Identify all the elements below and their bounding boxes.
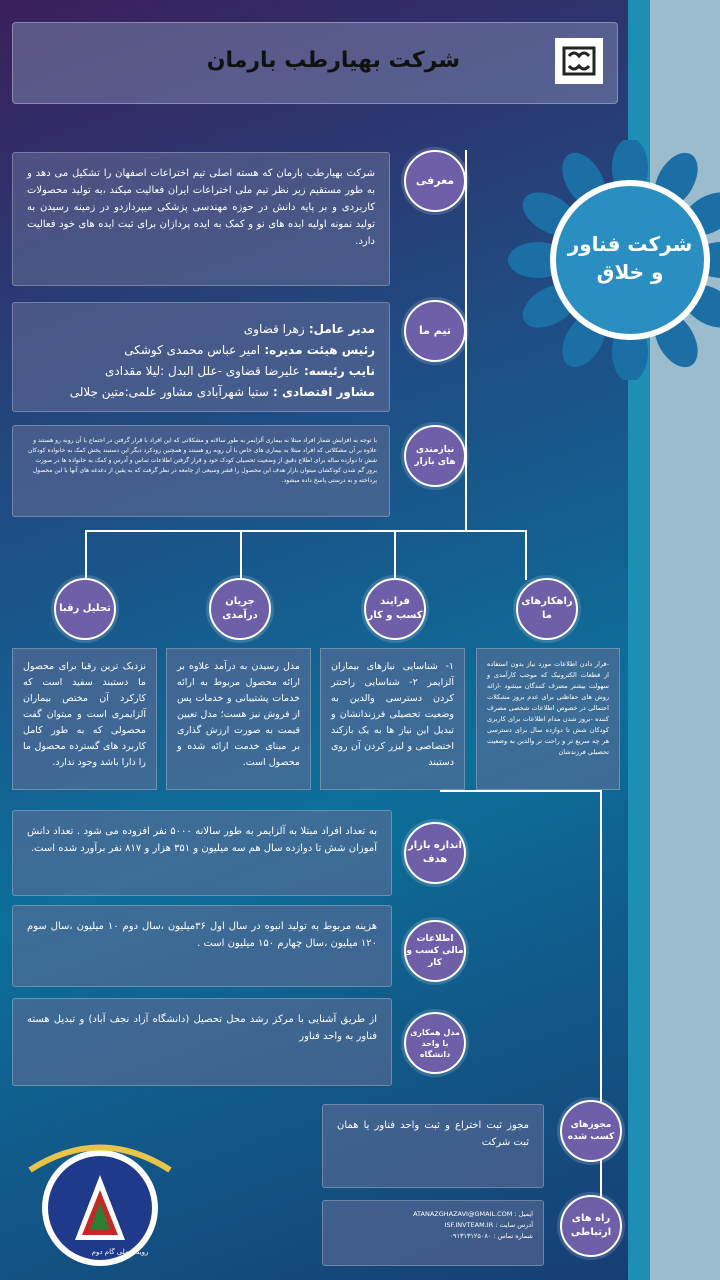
revenue-label: جریان درآمدی	[222, 596, 258, 621]
connector-lower	[440, 790, 600, 792]
intro-box	[12, 152, 390, 286]
contact-site[interactable]: آدرس سایت : ISF.INVTEAM.IR	[444, 1221, 533, 1229]
chair-value: امیر عباس محمدی کوشکی	[124, 343, 261, 357]
team-box	[12, 302, 390, 412]
revenue-box	[166, 648, 311, 790]
target-market-text: به تعداد افراد مبتلا به آلزایمر به طور سالانه ۵۰۰۰ نفر افزوده می شود . تعداد دانش آموزان شش تا دوازده سال هم سه میلیون و ۳۵۱ هزار و ۸۱۷ نفر برآورد شده است.	[27, 826, 377, 854]
intro-label: معرفی	[415, 174, 455, 187]
market-need-label: نیازمندی های بازار	[414, 445, 456, 467]
intro-text: شرکت بهیارطب بارمان که هسته اصلی تیم اختراعات اصفهان را تشکیل می دهد و به طور مستقیم زیر نظر تیم ملی اختراعات ایران فعالیت میکند ،به تولید محصولات کاربردی و بر پایه دانش در حوزه مهندسی پزشکی میپردازدو در زمینه رسیدن به تولید نمونه اولیه ایده های نو و کمک به ایده پردازان برای ثبت ایده های خود فعالیت دارد.	[27, 168, 375, 247]
chair-label: رئیس هیئت مدیره:	[264, 343, 375, 357]
intro-bubble	[404, 150, 466, 212]
market-need-box	[12, 425, 390, 517]
page-title: شرکت بهیارطب بارمان	[206, 48, 460, 73]
revenue-text: مدل رسیدن به درآمد علاوه بر ارائه محصول مربوط به ارائه خدمات پشتیبانی و خدمات پس از فروش نیز هست؛ مدل تعیین قیمت به صورت ارزش گذاری بر مبنای خدمت ارائه شده و محصول است.	[177, 661, 300, 768]
contact-label: راه های ارتباطی	[570, 1213, 612, 1238]
revenue-bubble	[209, 578, 271, 640]
econ-label: مشاور اقتصادی :	[272, 385, 375, 399]
competitors-text: نزدیک ترین رقبا برای محصول ما دستبند سفید است که کارکرد آن مختص بیماران آلزایمری است و میتوان گفت محصولی که به طور کامل کاربرد های گسترده محصول ما را دارا باشد وجود ندارد.	[23, 661, 146, 768]
target-market-bubble	[404, 822, 466, 884]
team-ceo	[27, 319, 375, 340]
financial-text: هزینه مربوط به تولید انبوه در سال اول ۳۶میلیون ،سال دوم ۱۰ میلیون ،سال سوم ۱۲۰ میلیون ،سال چهارم ۱۵۰ میلیون است .	[27, 921, 378, 949]
connector-vertical	[465, 150, 467, 530]
logo-icon	[562, 46, 596, 76]
ceo-label: مدیر عامل:	[308, 322, 375, 336]
competitors-label: تحلیل رقبا	[59, 603, 111, 614]
connector-col3	[240, 530, 242, 580]
competitors-box	[12, 648, 157, 790]
connector-col1	[525, 530, 527, 580]
team-label: تیم ما	[418, 324, 452, 337]
footer-slogan: رویداد ملی گام دوم	[91, 1248, 149, 1256]
flower-text	[560, 230, 700, 286]
team-econ	[27, 382, 375, 403]
solutions-label: راهکارهای ما	[521, 596, 573, 621]
team-chair	[27, 340, 375, 361]
solutions-text: -قرار دادن اطلاعات مورد نیاز بدون استفاده از قطعات الکترونیک که موجب کارآمدی و سهولت بیشتر مصرف کنندگان میشود -ارائه روش های حفاظتی برای عدم بروز مشکلات احتمالی در خصوص اطلاعات شخصی مصرف کننده -بروز شدن مدام اطلاعات برای کاربری کودکان شش تا دوازده سال برای دسترسی هر چه سریع تر و راحت تر والدین به وضعیت تحصیلی فرزندشان	[487, 660, 609, 756]
vice-label: نایب رئیسه:	[304, 364, 375, 378]
contact-bubble	[560, 1195, 622, 1257]
contact-email[interactable]: ایمیل : ATANAZGHAZAVI@GMAIL.COM	[413, 1210, 533, 1218]
flower-line2: و خلاق	[596, 260, 664, 284]
university-bubble	[404, 1012, 466, 1074]
competitors-bubble	[54, 578, 116, 640]
econ-value: ستیا شهرآبادی مشاور علمی:متین جلالی	[69, 385, 269, 399]
connector-col4	[85, 530, 87, 580]
solutions-box	[476, 648, 620, 790]
connector-col2	[394, 530, 396, 580]
financial-label: اطلاعات مالی کسب و کار	[406, 934, 464, 968]
connector-horizontal	[85, 530, 525, 532]
licenses-box	[322, 1104, 544, 1188]
process-box	[320, 648, 465, 790]
licenses-label: مجوزهای کسب شده	[567, 1120, 615, 1142]
university-label: مدل همکاری با واحد دانشگاه	[410, 1027, 460, 1059]
contact-phone: شماره تماس : ۰۹۱۳۱۳۱۲۵۰۸۰	[449, 1232, 533, 1240]
flower-line1: شرکت فناور	[567, 232, 693, 256]
market-need-text: با توجه به افزایش شمار افراد مبتلا به بیماری آلزایمر به طور سالانه و مشکلاتی که این افراد با قرار گرفتن در اجتماع با آن روبه رو هستند و علاوه بر آن مشکلاتی که افراد مبتلا به بیماری های خاص با آن روبه رو هستند و همچنین زودکرد دیگر این دستبند پخش کمک به خانواده کودکان شش تا دوازده ساله برای اطلاع دقیق از وضعیت تحصیلی کودک خود و قرار گرفتن اطلاعات تماس و آدرس و کمک به خانواده ها در صورت بروز گم شدن کودکشان میتوان بازار هدف این محصول را قشر وسیعی از جامعه در نظر گرفت که به یقین از دغدغه های آنها با این محصول پرداخته و به درستی پاسخ داده میشود.	[27, 437, 377, 484]
vice-value: علیرضا قضاوی -علل البدل :لیلا مقدادی	[105, 364, 300, 378]
connector-right	[600, 790, 602, 1250]
solutions-bubble	[516, 578, 578, 640]
process-label: فرایند کسب و کار	[367, 596, 423, 621]
process-text: ۱- شناسایی نیازهای بیماران آلزایمر ۲- شناسایی راحتتر کردن دسترسی والدین به وضعیت تحصیلی فرزندانشان و تبدیل این نیاز ها به یک بازکند اختصاصی و لیزر کردن آن روی دستبند	[331, 661, 454, 768]
licenses-text: مجوز ثبت اختراع و ثبت واحد فناور یا همان ثبت شرکت	[337, 1120, 529, 1148]
company-logo	[555, 38, 603, 84]
contact-box	[322, 1200, 544, 1266]
team-bubble	[404, 300, 466, 362]
university-text: از طریق آشنایی با مرکز رشد محل تحصیل (دانشگاه آزاد نجف آباد) و تبدیل هسته فناور به واحد فناور	[27, 1014, 377, 1042]
market-need-bubble	[404, 425, 466, 487]
financial-bubble	[404, 920, 466, 982]
target-market-box	[12, 810, 392, 896]
target-market-label: اندازه بازار هدف	[408, 840, 462, 865]
licenses-bubble	[560, 1100, 622, 1162]
financial-box	[12, 905, 392, 987]
ceo-value: زهرا قضاوی	[243, 322, 305, 336]
team-vice	[27, 361, 375, 382]
process-bubble	[364, 578, 426, 640]
university-box	[12, 998, 392, 1086]
